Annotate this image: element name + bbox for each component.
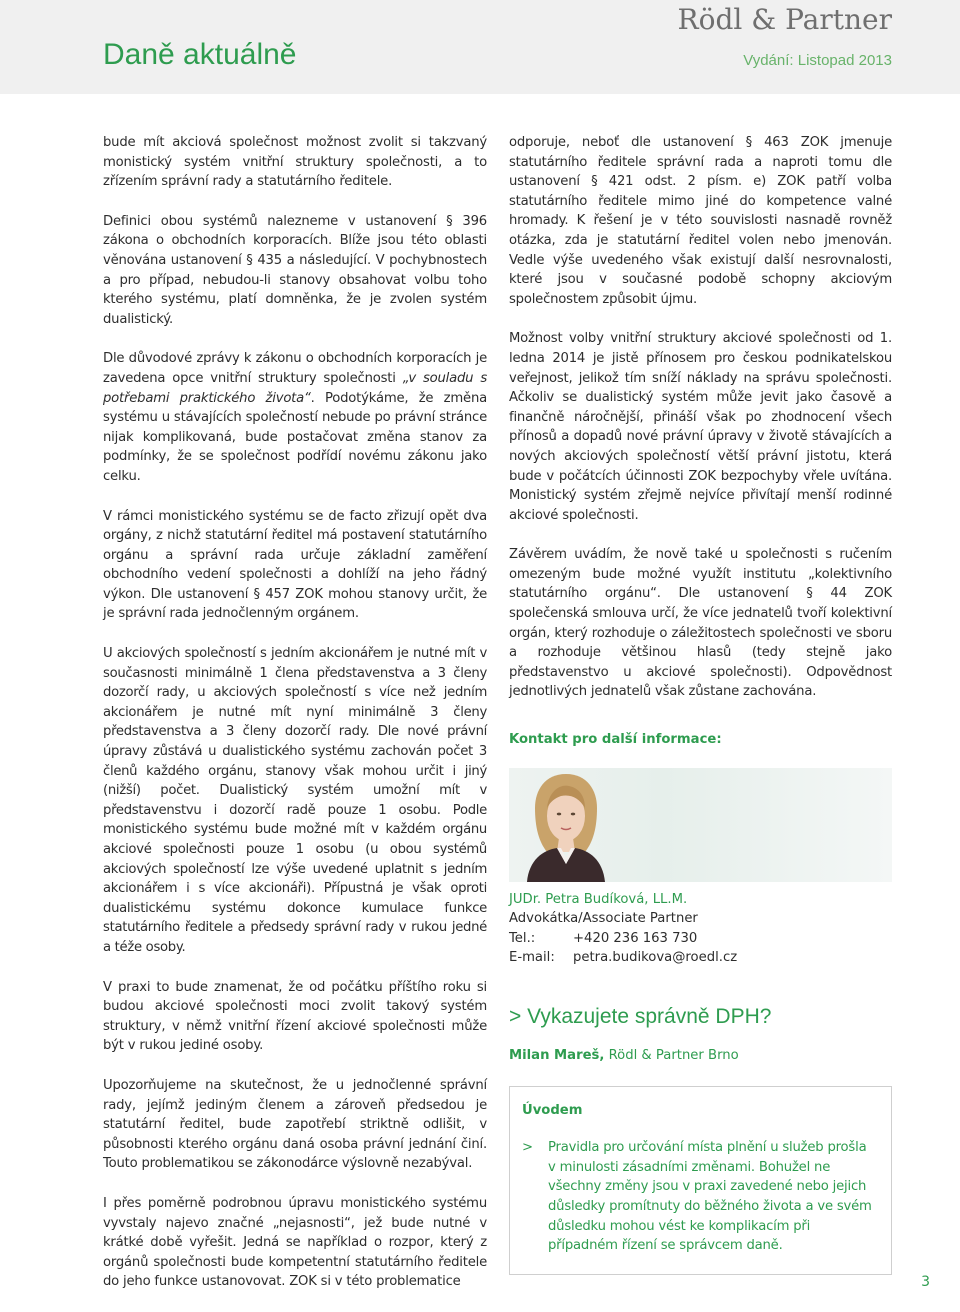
- article-author: [509, 1046, 892, 1066]
- brand-logo: Rödl & Partner: [677, 3, 892, 36]
- paragraph-text: . Podotýkáme, že změna systému u stávajících společností nebude po právní stránce nijak komplikovaná, bude postačovat změna stanov za podmínky, že se společnost podřídí novému zákonu jako celku.: [103, 390, 487, 484]
- intro-text: Pravidla pro určování místa plnění u služeb prošla v minulosti zásadními změnami. Bohužel ne všechny změny jsou v praxi zavedené nebo jejich důsledky promítnuty do běžného života a ve svém důsledku mohou vést ke komplikacím při případném řízení se správcem daně.: [548, 1140, 872, 1254]
- page-number: 3: [921, 1274, 930, 1290]
- paragraph: Možnost volby vnitřní struktury akciové společnosti od 1. ledna 2014 je jistě přínosem pro českou podnikatelskou veřejnost, jelikož tím sníží náklady na správu společnosti. Ačkoliv se dualistický systém může jevit jako časově a finančně náročnější, přináší však po zhodnocení všech přínosů a dopadů nové právní úpravy v životě stávajících a nových akciových společností větší právní jistotu, která bude v počátcích účinnosti ZOK bezpochyby vřele uvítána. Monistický systém zřejmě nejvíce přivítají menší rodinné akciové společnosti.: [509, 331, 892, 523]
- phone-label: Tel.:: [509, 930, 536, 946]
- paragraph: V praxi to bude znamenat, že od počátku příštího roku si budou akciové společnosti moci zvolit takový systém struktury, v němž vnitřní řízení akciové společnosti může být v rukou jediné osoby.: [103, 979, 487, 1054]
- paragraph: I přes poměrně podrobnou úpravu monistického systému vyvstaly najevo značné „nejasnosti“, jež bude nutné v krátké době vyřešit. Jedná se například o rozpor, který z orgánů společnosti bude kompetentní statutárního ředitele do jeho funkce ustanovovat. ZOK si v této problematice: [103, 1195, 487, 1290]
- paragraph: odporuje, neboť dle ustanovení § 463 ZOK jmenuje statutárního ředitele správní rada a naproti tomu dle ustanovení § 421 odst. 2 písm. e) ZOK patří volba statutárního ředitele mimo jiné do kompetence valné hromady. K řešení je v této souvislosti nasnadě rovněž otázka, zda je statutární ředitel volen nebo jmenován. Vedle výše uvedeného však existují další nesrovnalosti, které jsou v současné podobě schopny akciovým společnostem způsobit újmu.: [509, 135, 892, 307]
- author-org: Rödl & Partner Brno: [604, 1048, 739, 1063]
- phone-value: +420 236 163 730: [573, 930, 698, 946]
- paragraph-text: Dle důvodové zprávy k zákonu o obchodních korporacích je zavedena opce vnitřní struktury společnosti: [103, 351, 487, 386]
- email-label: E-mail:: [509, 950, 555, 966]
- publication-title: Daně aktuálně: [103, 38, 297, 71]
- contact-details: [509, 890, 892, 968]
- contact-role: Advokátka/Associate Partner: [509, 911, 698, 927]
- paragraph: Upozorňujeme na skutečnost, že u jednočlenné správní rady, jejímž jediným členem a zároveň předsedou je statutární ředitel, bude zapotřebí striktně odlišit, v působnosti kterého orgánu daná osoba právní jednání činí. Touto problematikou se zákonodárce výslovně nezabýval.: [103, 1077, 487, 1172]
- intro-item: [522, 1138, 877, 1256]
- person-portrait-icon: [517, 768, 615, 882]
- paragraph: Závěrem uvádím, že nově také u společnosti s ručením omezeným bude možné využít institutu „kolektivního statutárního orgánu“. Dle ustanovení § 44 ZOK společenská smlouva určí, že více jednatelů tvoří kolektivní orgán, který rozhoduje o záležitostech společnosti ve sboru a rozhoduje většinou hlasů (tedy stejně jako představenstvo u akciové společnosti). Odpovědnost jednotlivých jednatelů však zůstane zachována.: [509, 547, 892, 700]
- article-title: > Vykazujete správně DPH?: [509, 1005, 772, 1028]
- contact-photo: [509, 768, 892, 882]
- contact-label: Kontakt pro další informace:: [509, 732, 722, 748]
- contact-name: JUDr. Petra Budíková, LL.M.: [509, 891, 688, 907]
- paragraph: [103, 349, 487, 486]
- contact-email-row: [509, 948, 892, 968]
- arrow-bullet-icon: >: [522, 1140, 534, 1156]
- page-header: [0, 0, 960, 94]
- paragraph: bude mít akciová společnost možnost zvolit si takzvaný monistický systém vnitřní struktury společnosti, a to zřízením správní rady a statutárního ředitele.: [103, 135, 487, 190]
- intro-box: [509, 1086, 892, 1275]
- paragraph: U akciových společností s jedním akcionářem je nutné mít v současnosti minimálně 1 člena představenstva a 3 členy dozorčí rady, u akciových společností s více než jedním akcionářem je nutné mít nyní minimálně 3 členy představenstva a 3 členy dozorčí rady. Dle nové právní úpravy zůstává u dualistického systému zachován počet 3 členů každého orgánu, stanovy však mohou určit i jiný (nižší) počet. Dualistický systém umožní mít v představenstvu i dozorčí radě pouze 1 osobu. Podle monistického systému bude možné mít v každém orgánu akciové společnosti pouze 1 osobu (u obou systémů akciových společností lze výše uvedené uplatnit s jedním akcionářem i s více akcionáři). Přípustná je však oproti dualistickému systému dokonce kumulace funkce statutárního ředitele a předsedy správní rady v rukou jedné a téže osoby.: [103, 646, 487, 955]
- right-column: [509, 133, 892, 1275]
- paragraph: Definici obou systémů nalezneme v ustanovení § 396 zákona o obchodních korporacích. Blíže jsou této oblasti věnována ustanovení § 435 a následující. V pochybnostech a pro případ, nebudou-li stanovy obsahovat volbu toho kterého systému, platí domněnka, že je zvolen systém dualistický.: [103, 213, 487, 327]
- left-column: [103, 133, 487, 1312]
- quote-text: „v souladu s potřebami praktického života“: [103, 370, 488, 406]
- contact-phone-row: [509, 929, 892, 949]
- author-name: Milan Mareš,: [509, 1048, 605, 1063]
- email-link[interactable]: petra.budikova@roedl.cz: [573, 950, 738, 966]
- issue-date: Vydání: Listopad 2013: [743, 52, 892, 69]
- paragraph: V rámci monistického systému se de facto zřizují opět dva orgány, z nichž statutární ředitel má postavení statutárního orgánu a správní rada určuje základní zaměření obchodního vedení společnosti a dohlíží na jeho řádný výkon. Dle ustanovení § 457 ZOK mohou stanovy určit, že je správní rada jednočlenným orgánem.: [103, 508, 487, 622]
- intro-heading: Úvodem: [522, 1102, 583, 1118]
